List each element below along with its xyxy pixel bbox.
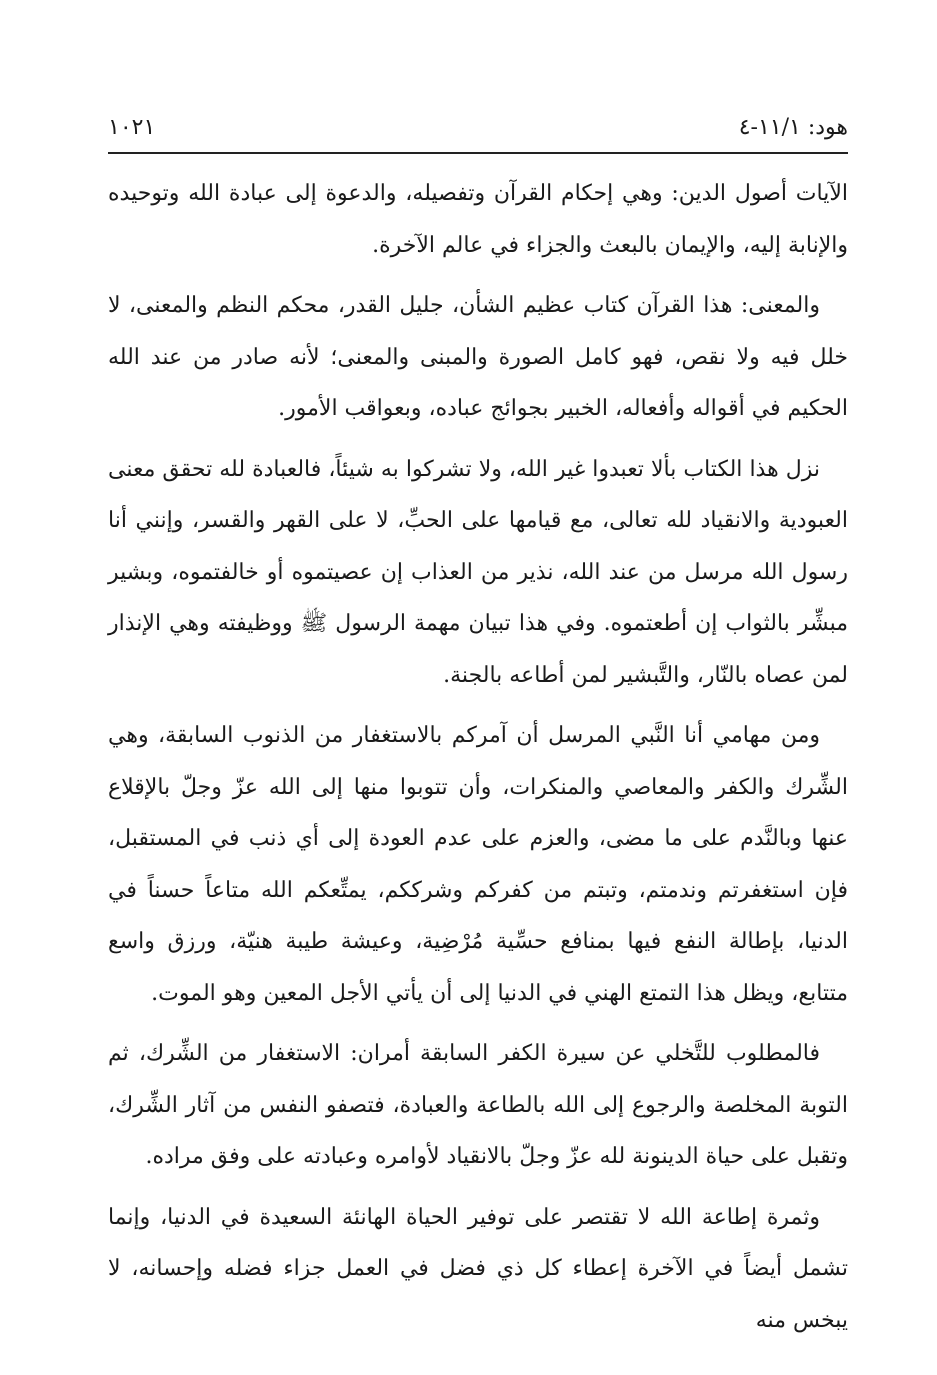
page-header	[108, 112, 848, 152]
paragraph-6: وثمرة إطاعة الله لا تقتصر على توفير الحياة الهانئة السعيدة في الدنيا، وإنما تشمل أيضاً في الآخرة إعطاء كل ذي فضل في العمل جزاء فضله وإحسانه، لا يبخس منه	[108, 1204, 848, 1333]
paragraph-5: فالمطلوب للتَّخلي عن سيرة الكفر السابقة أمران: الاستغفار من الشِّرك، ثم التوبة المخلصة والرجوع إلى الله بالطاعة والعبادة، فتصفو النفس من آثار الشِّرك، وتقبل على حياة الدينونة لله عزّ وجلّ بالانقياد لأوامره وعبادته على وفق مراده.	[108, 1041, 848, 1169]
paragraph-2: والمعنى: هذا القرآن كتاب عظيم الشأن، جليل القدر، محكم النظم والمعنى، لا خلل فيه ولا نقص، فهو كامل الصورة والمبنى والمعنى؛ لأنه صادر من عند الله الحكيم في أقواله وأفعاله، الخبير بجوائج عباده، وبعواقب الأمور.	[108, 293, 848, 421]
page-body	[108, 168, 848, 1355]
paragraph-1: الآيات أصول الدين: وهي إحكام القرآن وتفصيله، والدعوة إلى عبادة الله وتوحيده والإنابة إليه، والإيمان بالبعث والجزاء في عالم الآخرة.	[108, 181, 848, 258]
paragraph-4: ومن مهامي أنا النَّبي المرسل أن آمركم بالاستغفار من الذنوب السابقة، وهي الشِّرك والكفر والمعاصي والمنكرات، وأن تتوبوا منها إلى الله عزّ وجلّ بالإقلاع عنها وبالنَّدم على ما مضى، والعزم على عدم العودة إلى أي ذنب في المستقبل، فإن استغفرتم وندمتم، وتبتم من كفركم وشرككم، يمتِّعكم الله متاعاً حسناً في الدنيا، بإطالة النفع فيها بمنافع حسِّية مُرْضِية، وعيشة طيبة هنيّة، ورزق واسع متتابع، ويظل هذا التمتع الهني في الدنيا إلى أن يأتي الأجل المعين وهو الموت.	[108, 723, 848, 1006]
page-number: ١٠٢١	[108, 115, 156, 140]
paragraph-3: نزل هذا الكتاب بألا تعبدوا غير الله، ولا تشركوا به شيئاً، فالعبادة لله تحقق معنى العبودية والانقياد لله تعالى، مع قيامها على الحبِّ، لا على القهر والقسر، وإنني أنا رسول الله مرسل من عند الله، نذير من العذاب إن عصيتموه أو خالفتموه، وبشير مبشِّر بالثواب إن أطعتموه. وفي هذا تبيان مهمة الرسول ﷺ ووظيفته وهي الإنذار لمن عصاه بالنّار، والتَّبشير لمن أطاعه بالجنة.	[108, 456, 848, 688]
header-divider	[108, 152, 848, 154]
surah-reference: هود: ١١/١-٤	[738, 115, 848, 140]
